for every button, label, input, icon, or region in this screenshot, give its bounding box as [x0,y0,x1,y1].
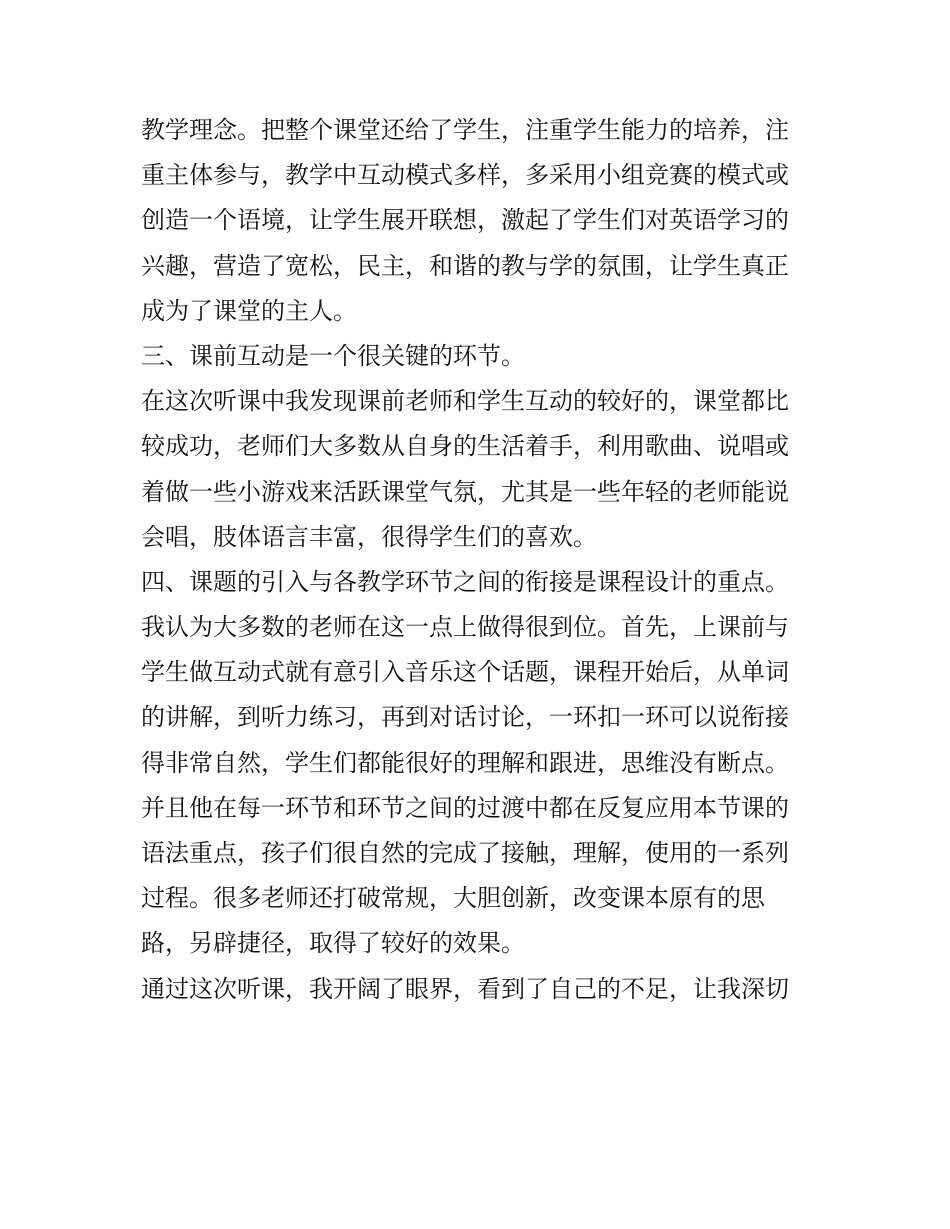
text-line: 着做一些小游戏来活跃课堂气氛，尤其是一些年轻的老师能说 [141,477,789,506]
text-line: 过程。很多老师还打破常规，大胆创新，改变课本原有的思 [141,884,765,913]
text-line: 会唱，肢体语言丰富，很得学生们的喜欢。 [141,522,597,551]
text-line: 路，另辟捷径，取得了较好的效果。 [141,929,525,958]
text-line: 重主体参与，教学中互动模式多样，多采用小组竞赛的模式或 [141,161,789,190]
section-heading-3: 三、课前互动是一个很关键的环节。 [141,341,525,370]
document-body [141,108,821,1012]
text-line: 我认为大多数的老师在这一点上做得很到位。首先，上课前与 [141,613,789,642]
text-line: 得非常自然，学生们都能很好的理解和跟进，思维没有断点。 [141,748,789,777]
text-line: 通过这次听课，我开阔了眼界，看到了自己的不足，让我深切 [141,974,789,1003]
text-line: 学生做互动式就有意引入音乐这个话题，课程开始后，从单词 [141,658,789,687]
text-line: 并且他在每一环节和环节之间的过渡中都在反复应用本节课的 [141,793,789,822]
text-line: 兴趣，营造了宽松，民主，和谐的教与学的氛围，让学生真正 [141,251,789,280]
text-line: 创造一个语境，让学生展开联想，激起了学生们对英语学习的 [141,206,789,235]
text-line: 的讲解，到听力练习，再到对话讨论，一环扣一环可以说衔接 [141,703,789,732]
text-line: 教学理念。把整个课堂还给了学生，注重学生能力的培养，注 [141,116,789,144]
text-line: 语法重点，孩子们很自然的完成了接触，理解，使用的一系列 [141,839,789,867]
section-heading-4: 四、课题的引入与各教学环节之间的衔接是课程设计的重点。 [141,567,789,596]
text-line: 较成功，老师们大多数从自身的生活着手，利用歌曲、说唱或 [141,432,789,461]
text-line: 成为了课堂的主人。 [141,296,357,325]
text-line: 在这次听课中我发现课前老师和学生互动的较好的，课堂都比 [141,387,789,416]
